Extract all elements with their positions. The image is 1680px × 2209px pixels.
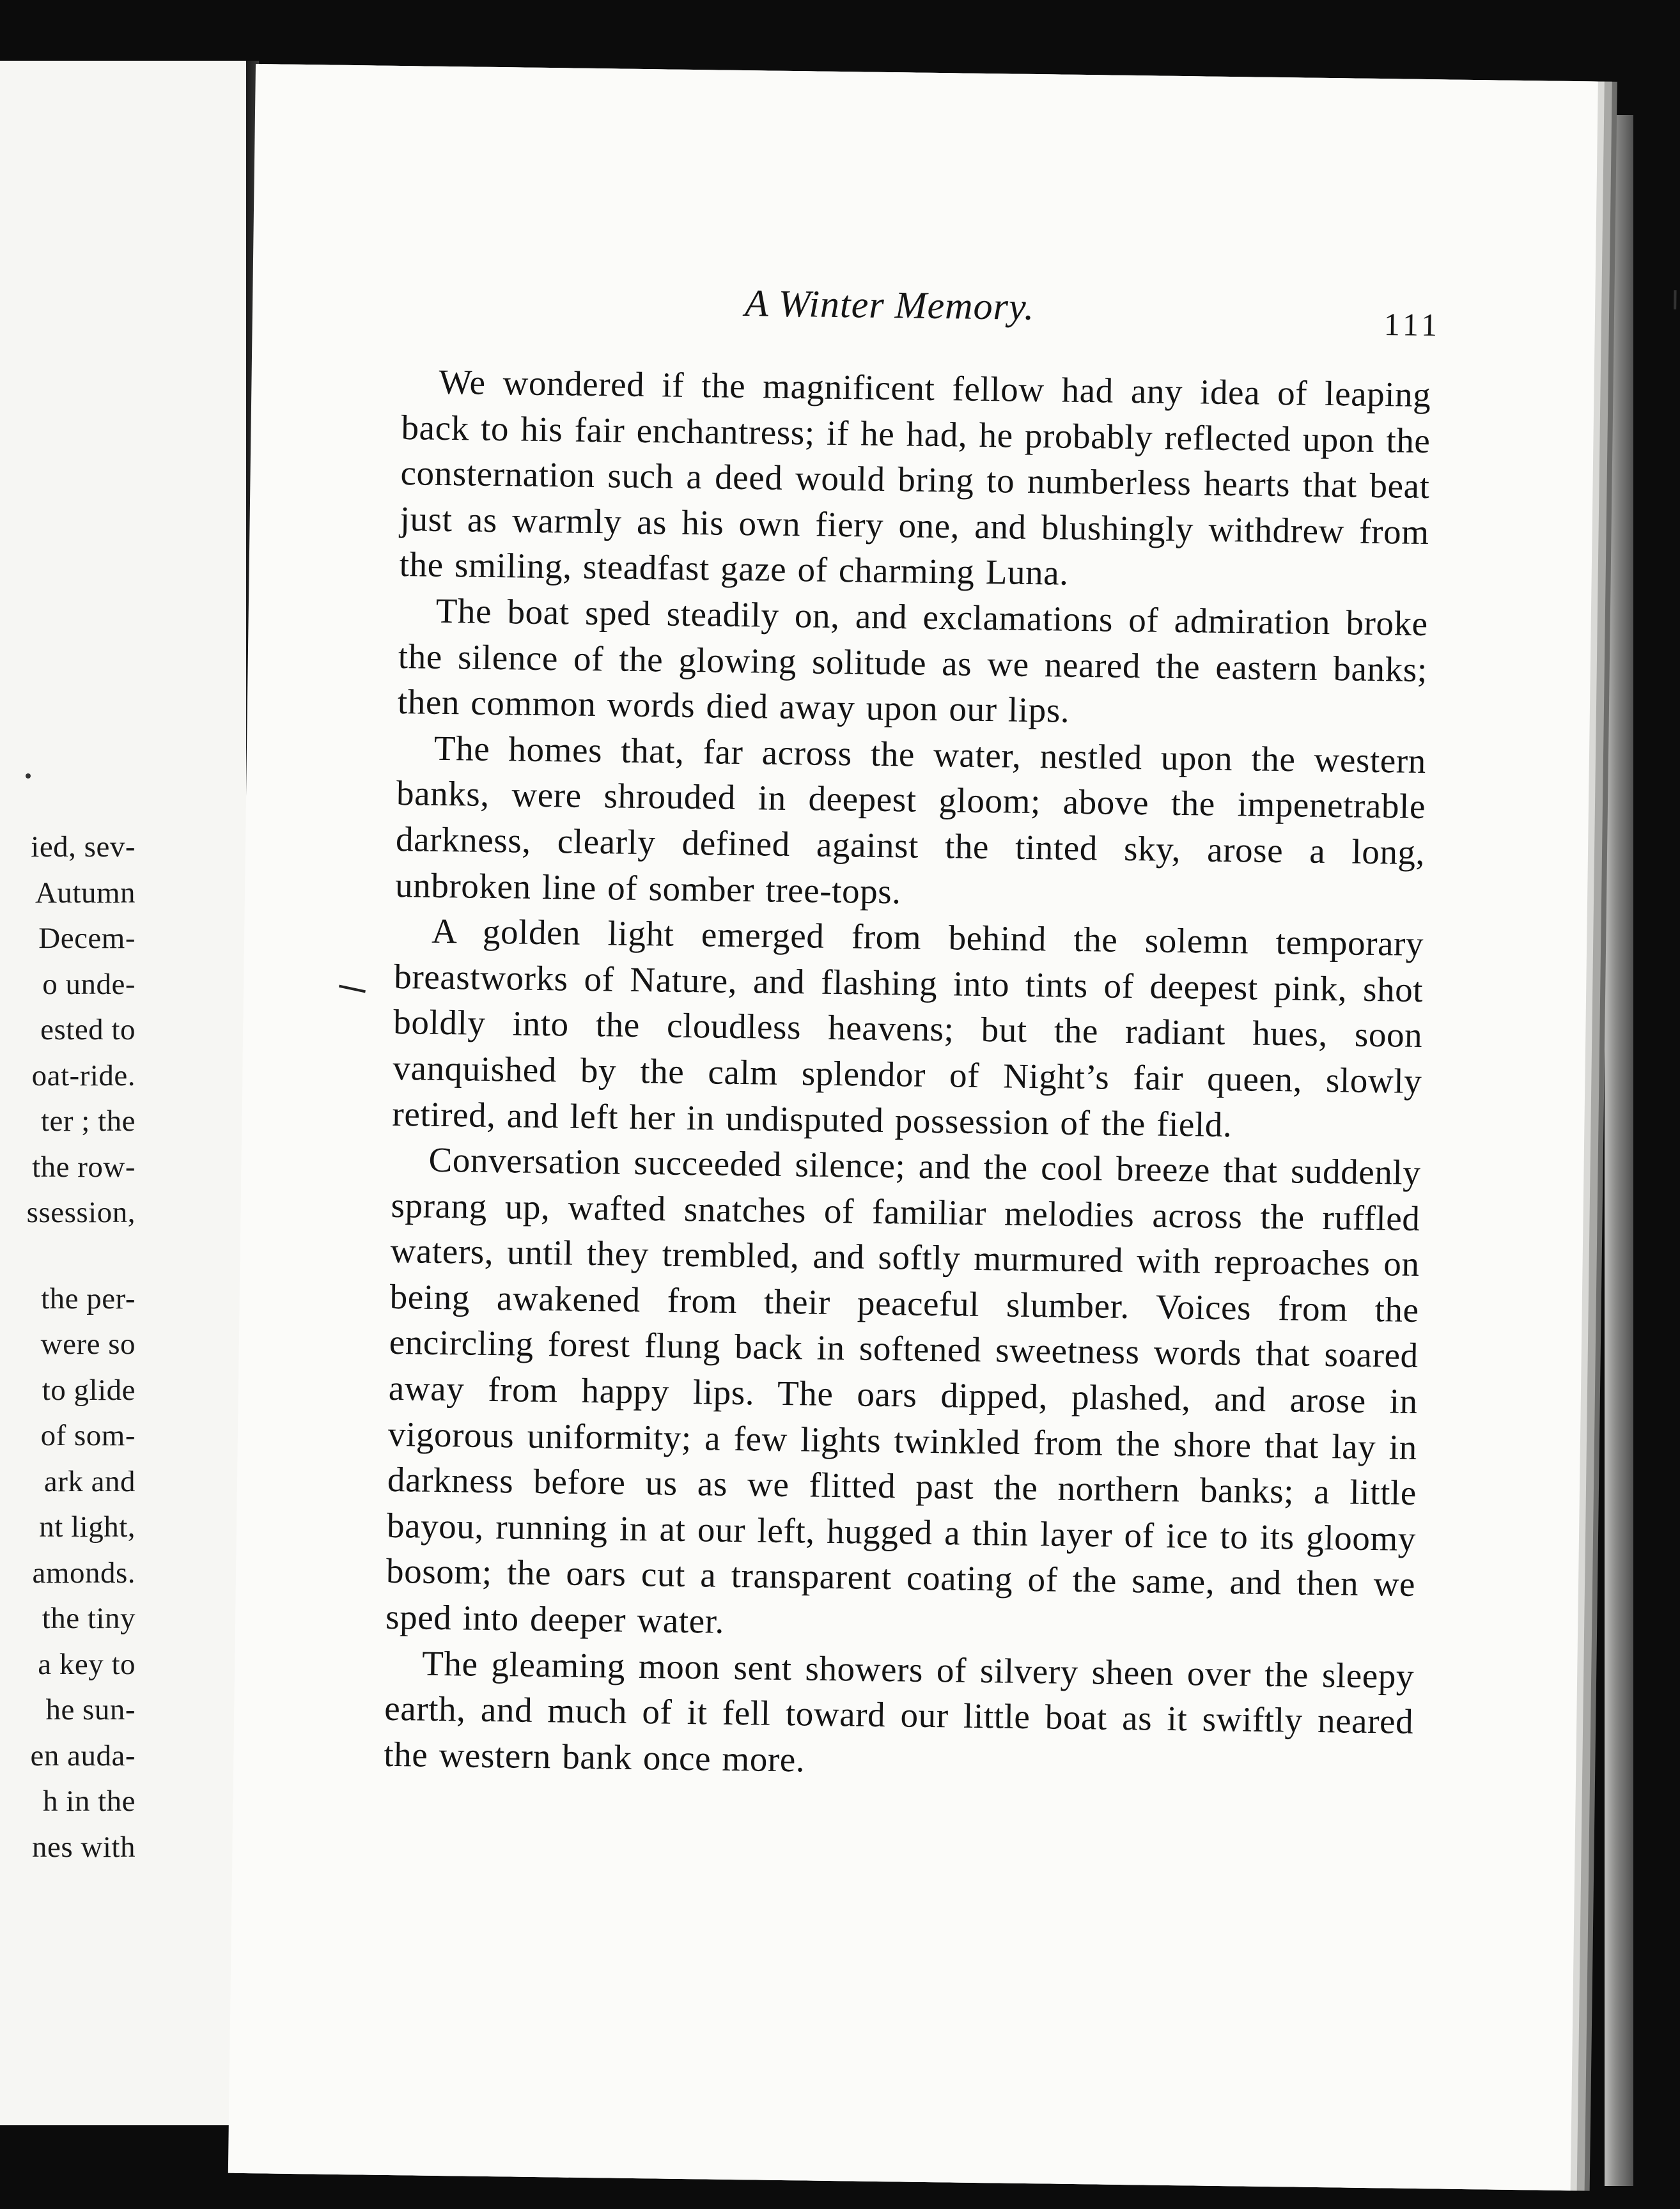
left-line: a key to [38, 1647, 136, 1681]
left-line: nes with [32, 1830, 136, 1864]
left-line: oat-ride. [31, 1058, 136, 1092]
left-line: ested to [40, 1013, 136, 1046]
left-line: to glide [42, 1373, 136, 1407]
left-page [0, 61, 250, 2125]
left-line: the row- [32, 1150, 136, 1184]
running-head: A Winter Memory. [744, 282, 1035, 328]
left-page-text [0, 825, 136, 1870]
left-line: en auda- [30, 1739, 136, 1772]
page-number: 111 [1383, 306, 1442, 343]
paragraph: The homes that, far across the water, nestled upon the western banks, were shrouded in deepest gloom; above the impenetrable darkness, clearly defined against the tinted sky, arose a long, unbroken line of somber tree-tops. [394, 728, 1427, 911]
left-line: nt light, [39, 1510, 136, 1544]
left-line: ied, sev- [31, 830, 136, 864]
page-stack-edge [1605, 115, 1633, 2186]
body-text [384, 359, 1431, 1790]
left-line: the per- [41, 1282, 136, 1315]
paragraph: The boat sped steadily on, and exclamations of admiration broke the silence of the glowing solitude as we neared the eastern banks; then common words died away upon our lips. [397, 591, 1429, 730]
paragraph: Conversation succeeded silence; and the cool breeze that suddenly sprang up, wafted snatches of familiar melodies across the ruffled waters, until they trembled, and softly murmured with reproaches on being awakened from their peaceful slumber. Voices from the encircling forest flung back in softened sweetness words that soared away from happy lips. The oars dipped, plashed, and arose in vigorous uniformity; a few lights twinkled from the shore that lay in darkness before us as we flitted past the northern banks; a little bayou, running in at our left, hugged a thin layer of ice to its gloomy bosom; the oars cut a transparent coating of the same, and then we sped into deeper water. [385, 1140, 1421, 1641]
paragraph: A golden light emerged from behind the solemn temporary breastworks of Nature, and flashing into tints of deepest pink, shot boldly into the cloudless heavens; but the radiant hues, soon vanquished by the calm splendor of Night’s fair queen, slowly retired, and left her in undisputed possession of the field. [392, 911, 1424, 1144]
left-line: Decem- [38, 922, 136, 955]
left-line: o unde- [42, 967, 136, 1001]
left-line: of som- [40, 1419, 136, 1452]
left-line: the tiny [42, 1602, 136, 1635]
paragraph: We wondered if the magnificent fellow had any idea of leaping back to his fair enchantress; if he had, he probably reflected upon the consternation such a deed would bring to numberless hearts that beat just as warmly as his own fiery one, and blushingly withdrew from the smiling, steadfast gaze of charming Luna. [399, 362, 1431, 593]
ink-dot [26, 773, 31, 779]
ink-mark [1674, 290, 1676, 309]
left-line: ter ; the [40, 1104, 136, 1138]
right-page [228, 64, 1598, 2190]
left-line: Autumn [35, 876, 136, 910]
left-line: amonds. [32, 1556, 136, 1590]
paragraph-gap [0, 1236, 136, 1276]
left-line: ssession, [26, 1196, 136, 1229]
paragraph: The gleaming moon sent showers of silvery sheen over the sleepy earth, and much of it fell toward our little boat as it swiftly neared the western bank once more. [384, 1643, 1415, 1779]
left-line: h in the [43, 1785, 136, 1818]
left-line: he sun- [45, 1693, 136, 1726]
left-line: ark and [43, 1464, 136, 1498]
left-line: were so [40, 1328, 136, 1361]
